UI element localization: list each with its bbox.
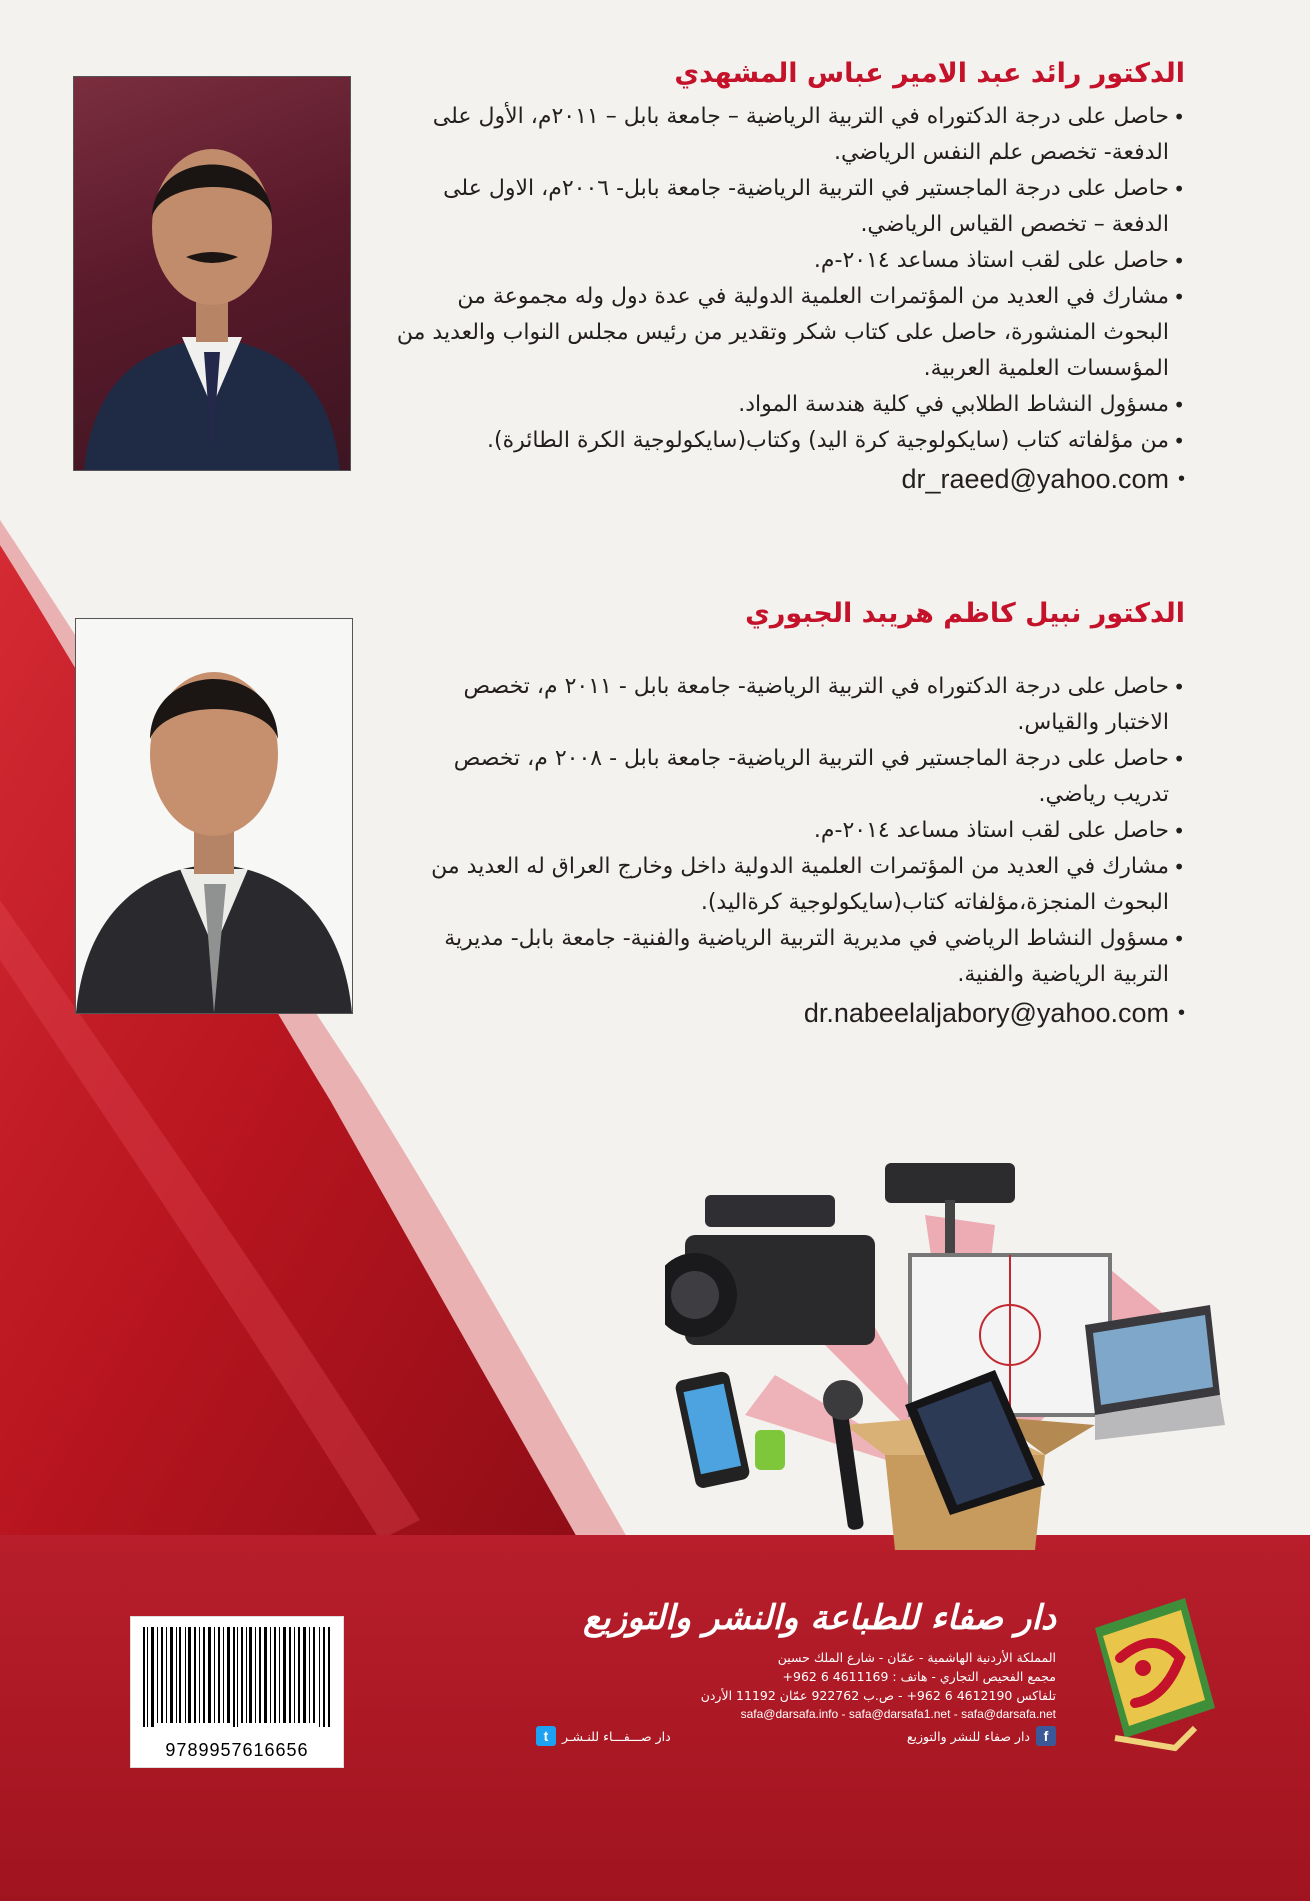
barcode-number: 9789957616656: [165, 1740, 309, 1760]
publisher-info: [536, 1598, 1056, 1746]
author1-bullet-list: [395, 99, 1185, 499]
author2-bio: [395, 598, 1185, 1033]
publisher-address: المملكة الأردنية الهاشمية - عمّان - شارع الملك حسين: [777, 1650, 1056, 1665]
author2-bullet: • حاصل على درجة الماجستير في التربية الرياضية- جامعة بابل - ٢٠٠٨ م، تخصص تدريب رياضي.: [395, 741, 1185, 813]
author1-bullet: • مسؤول النشاط الطلابي في كلية هندسة المواد.: [395, 387, 1185, 423]
author1-bullet: • مشارك في العديد من المؤتمرات العلمية الدولية في عدة دول وله مجموعة من البحوث المنشورة، حاصل على كتاب شكر وتقدير من رئيس مجلس النواب والعديد من المؤسسات العلمية العربية.: [395, 279, 1185, 387]
publisher-fax: تلفاكس 4612190 6 962+ - ص.ب 922762 عمّان 11192 الأردن: [700, 1688, 1056, 1703]
author2-bullet-list: [395, 669, 1185, 1033]
author1-bullet: • حاصل على درجة الماجستير في التربية الرياضية- جامعة بابل- ٢٠٠٦م، الاول على الدفعة – تخصص القياس الرياضي.: [395, 171, 1185, 243]
author1-bullet: • من مؤلفاته كتاب (سايكولوجية كرة اليد) وكتاب(سايكولوجية الكرة الطائرة).: [395, 423, 1185, 459]
publisher-logo: [1075, 1588, 1225, 1758]
author2-bullet: • مشارك في العديد من المؤتمرات العلمية الدولية داخل وخارج العراق له العديد من البحوث المنجزة،مؤلفاته كتاب(سايكولوجية كرةاليد).: [395, 849, 1185, 921]
author1-bullet: • حاصل على لقب استاذ مساعد ٢٠١٤-م.: [395, 243, 1185, 279]
publisher-name: دار صفاء للطباعة والنشر والتوزيع: [582, 1598, 1056, 1638]
author2-bullet: • حاصل على لقب استاذ مساعد ٢٠١٤-م.: [395, 813, 1185, 849]
barcode-bars: [131, 1617, 343, 1737]
author1-bullet: • حاصل على درجة الدكتوراه في التربية الرياضية – جامعة بابل – ٢٠١١م، الأول على الدفعة- تخصص علم النفس الرياضي.: [395, 99, 1185, 171]
twitter-link[interactable]: [536, 1726, 671, 1746]
twitter-label: دار صـــفـــاء للنـشـر: [562, 1728, 671, 1744]
author1-photo: [73, 76, 351, 471]
facebook-icon: f: [1036, 1726, 1056, 1746]
gadgets-illustration: [665, 1155, 1225, 1550]
author2-bullet: • حاصل على درجة الدكتوراه في التربية الرياضية- جامعة بابل - ٢٠١١ م، تخصص الاختبار والقياس.: [395, 669, 1185, 741]
twitter-icon: t: [536, 1726, 556, 1746]
author2-email: • dr.nabeelaljabory@yahoo.com: [395, 993, 1185, 1033]
barcode: [130, 1616, 344, 1768]
author1-email: • dr_raeed@yahoo.com: [395, 459, 1185, 499]
publisher-emails[interactable]: safa@darsafa.info - safa@darsafa1.net - safa@darsafa.net: [740, 1707, 1056, 1721]
author2-photo: [75, 618, 353, 1014]
author2-name: الدكتور نبيل كاظم هريبد الجبوري: [745, 598, 1185, 629]
author2-bullet: • مسؤول النشاط الرياضي في مديرية التربية الرياضية والفنية- جامعة بابل- مديرية التربية الرياضية والفنية.: [395, 921, 1185, 993]
publisher-phone: مجمع الفحيص التجاري - هاتف : 4611169 6 962+: [782, 1669, 1056, 1684]
social-row: [536, 1726, 1056, 1746]
facebook-label: دار صفاء للنشر والتوزيع: [906, 1728, 1030, 1744]
facebook-link[interactable]: [907, 1726, 1056, 1746]
author1-name: الدكتور رائد عبد الامير عباس المشهدي: [674, 58, 1185, 89]
author1-bio: [395, 58, 1185, 499]
